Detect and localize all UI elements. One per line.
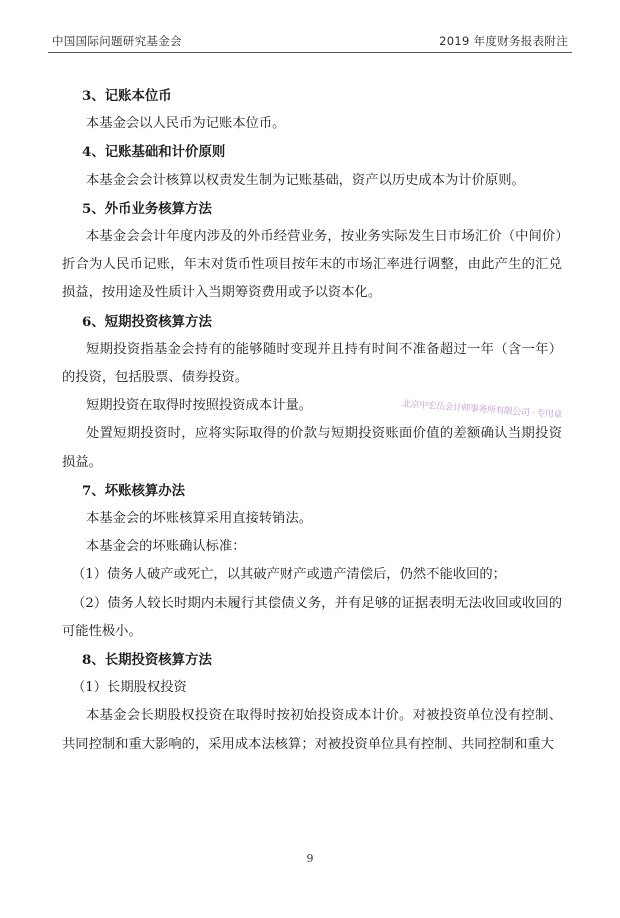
paragraph: 处置短期投资时，应将实际取得的价款与短期投资账面价值的差额确认当期投资损益。 <box>62 426 562 470</box>
paragraph: 本基金会的坏账确认标准： <box>86 539 246 555</box>
page-number: 9 <box>306 852 314 865</box>
section-heading: 7、坏账核算办法 <box>82 482 186 499</box>
section-heading: 8、长期投资核算方法 <box>82 652 212 669</box>
section-heading: 5、外币业务核算方法 <box>82 200 212 217</box>
seal-stamp: 北京中宏岳会计师事务所有限公司 · 专用章 <box>401 399 563 421</box>
paragraph: 短期投资在取得时按照投资成本计量。 <box>86 398 313 414</box>
paragraph: 本基金会以人民币为记账本位币。 <box>86 116 286 132</box>
list-item: （2）债务人较长时期内未履行其偿债义务，并有足够的证据表明无法收回或收回的可能性极小。 <box>62 595 562 639</box>
subsection-heading: （1）长期股权投资 <box>72 680 187 696</box>
paragraph: 本基金会的坏账核算采用直接转销法。 <box>86 511 313 527</box>
paragraph: 本基金会长期股权投资在取得时按初始投资成本计价。对被投资单位没有控制、共同控制和重大影响的，采用成本法核算；对被投资单位具有控制、共同控制和重大 <box>62 708 562 752</box>
list-item: （1）债务人破产或死亡，以其破产财产或遗产清偿后，仍然不能收回的； <box>72 567 506 583</box>
paragraph: 本基金会会计核算以权责发生制为记账基础，资产以历史成本为计价原则。 <box>86 172 525 188</box>
header-report-title: 2019 年度财务报表附注 <box>439 34 568 48</box>
paragraph: 短期投资指基金会持有的能够随时变现并且持有时间不准备超过一年（含一年）的投资，包括股票、债券投资。 <box>62 341 562 386</box>
header-divider <box>48 52 572 53</box>
document-body <box>62 82 562 759</box>
section-heading: 6、短期投资核算方法 <box>82 313 212 330</box>
header-organization: 中国国际问题研究基金会 <box>52 34 182 48</box>
paragraph: 本基金会会计年度内涉及的外币经营业务，按业务实际发生日市场汇价（中间价）折合为人民币记账，年末对货币性项目按年末的市场汇率进行调整，由此产生的汇兑损益，按用途及性质计入当期筹资费用或予以资本化。 <box>62 229 562 301</box>
section-heading: 4、记账基础和计价原则 <box>82 144 226 161</box>
section-heading: 3、记账本位币 <box>82 88 172 104</box>
